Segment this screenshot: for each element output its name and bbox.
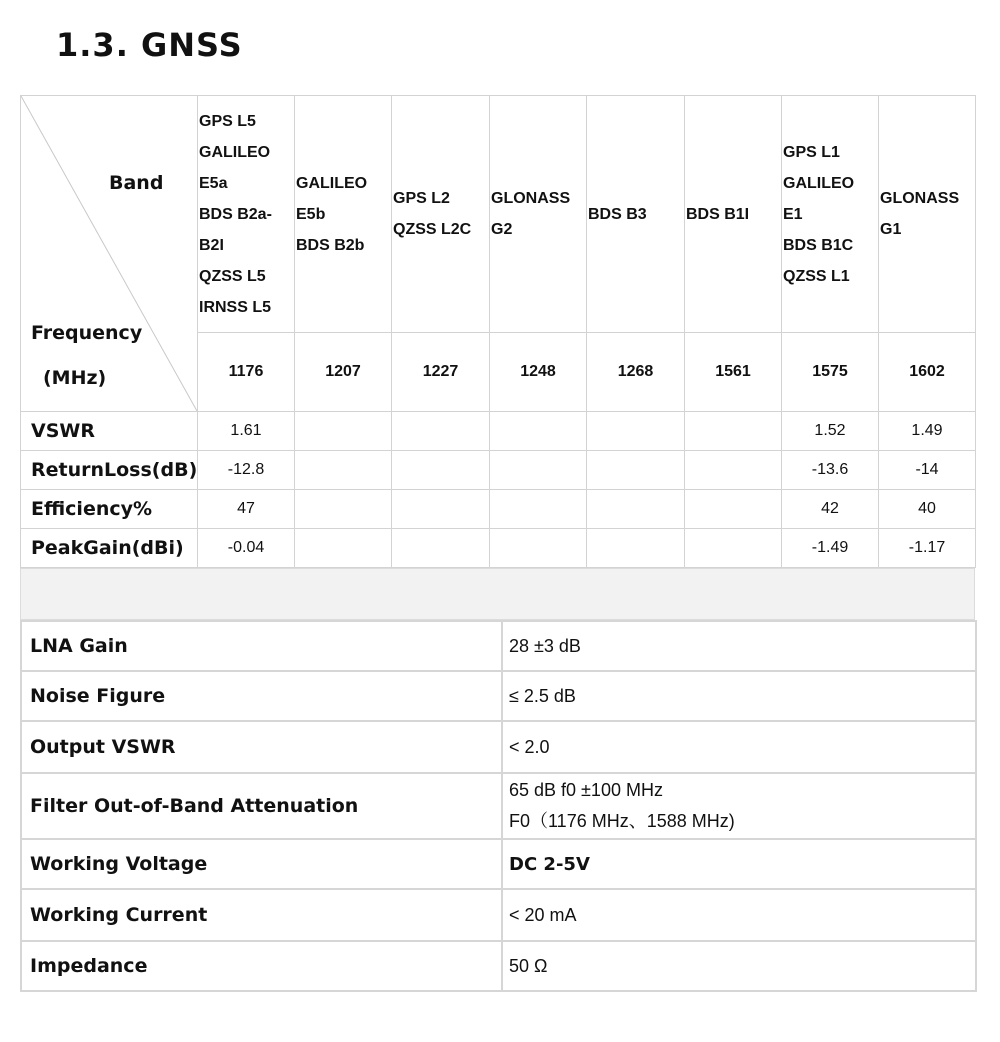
table-separator-bar	[20, 568, 975, 620]
band-name-line: G2	[491, 221, 513, 238]
band-name-line: QZSS L1	[783, 267, 850, 285]
band-name-line: G1	[880, 221, 902, 238]
measurement-value	[587, 490, 685, 529]
measurement-label: PeakGain(dBi)	[21, 529, 198, 568]
spec-value-line: 28 ±3 dB	[509, 635, 581, 656]
measurement-value: 1.52	[782, 412, 879, 451]
measurement-value	[490, 451, 587, 490]
band-performance-table	[20, 95, 976, 568]
measurement-value: 47	[198, 490, 295, 529]
diagonal-divider	[21, 96, 197, 411]
band-name-line: E5b	[296, 205, 326, 223]
measurement-value	[685, 451, 782, 490]
band-name-line: GALILEO	[783, 174, 855, 192]
measurement-value	[392, 490, 490, 529]
band-header-cell	[295, 96, 392, 333]
measurement-value	[295, 490, 392, 529]
spec-value-line: DC 2-5V	[509, 853, 590, 875]
measurement-value: -13.6	[782, 451, 879, 490]
lna-spec-table	[20, 620, 977, 992]
spec-value	[502, 889, 976, 941]
band-name-line: GPS L2	[393, 190, 450, 207]
band-name-line: IRNSS L5	[199, 298, 272, 316]
spec-row	[21, 773, 976, 839]
frequency-value: 1248	[490, 333, 587, 412]
spec-value	[502, 621, 976, 671]
spec-value-line: < 20 mA	[509, 904, 577, 925]
frequency-value: 1575	[782, 333, 879, 412]
spec-value-line: < 2.0	[509, 736, 550, 757]
frequency-value: 1227	[392, 333, 490, 412]
spec-row	[21, 941, 976, 991]
measurement-value	[392, 412, 490, 451]
band-name-line: E5a	[199, 174, 228, 192]
measurement-value	[490, 412, 587, 451]
frequency-value: 1561	[685, 333, 782, 412]
spec-value	[502, 941, 976, 991]
spec-value-line: 65 dB f0 ±100 MHz	[509, 780, 663, 800]
measurement-value	[490, 490, 587, 529]
measurement-value	[490, 529, 587, 568]
measurement-value: -1.49	[782, 529, 879, 568]
frequency-value: 1268	[587, 333, 685, 412]
band-header-cell	[782, 96, 879, 333]
spec-row	[21, 621, 976, 671]
spec-row	[21, 671, 976, 721]
spec-rows	[21, 621, 976, 991]
measurement-value: 42	[782, 490, 879, 529]
band-name-line: GLONASS	[491, 190, 571, 207]
measurement-row	[21, 490, 976, 529]
band-name-line: BDS B3	[588, 205, 647, 223]
measurement-row	[21, 529, 976, 568]
band-name-line: GALILEO	[296, 174, 368, 192]
band-header-cell	[392, 96, 490, 333]
frequency-unit-label: (MHz)	[43, 367, 107, 389]
measurement-value: -0.04	[198, 529, 295, 568]
band-header-cell	[490, 96, 587, 333]
spec-row	[21, 889, 976, 941]
band-name-line: BDS B1I	[686, 205, 750, 223]
measurement-value	[685, 412, 782, 451]
measurement-value: -12.8	[198, 451, 295, 490]
spec-label: LNA Gain	[21, 621, 502, 671]
measurement-label: Efficiency%	[21, 490, 198, 529]
frequency-axis-label: Frequency	[31, 322, 143, 344]
measurement-value	[587, 412, 685, 451]
measurement-label: ReturnLoss(dB)	[21, 451, 198, 490]
measurement-row	[21, 451, 976, 490]
measurement-value	[685, 529, 782, 568]
measurement-value: -14	[879, 451, 976, 490]
band-axis-label: Band	[109, 172, 164, 194]
band-name-line: BDS B1C	[783, 236, 854, 254]
measurement-value	[685, 490, 782, 529]
measurement-value: 1.49	[879, 412, 976, 451]
measurement-value	[295, 451, 392, 490]
band-name-line: GALILEO	[199, 143, 271, 161]
spec-value-line: ≤ 2.5 dB	[509, 685, 576, 706]
measurement-value: -1.17	[879, 529, 976, 568]
measurement-row	[21, 412, 976, 451]
measurement-value: 1.61	[198, 412, 295, 451]
section-title: 1.3. GNSS	[56, 26, 243, 64]
spec-label: Filter Out-of-Band Attenuation	[21, 773, 502, 839]
spec-label: Working Current	[21, 889, 502, 941]
measurement-value	[587, 451, 685, 490]
band-name-line: B2I	[199, 236, 224, 254]
band-name-line: BDS B2b	[296, 236, 365, 254]
band-header-row	[21, 96, 976, 333]
spec-label: Noise Figure	[21, 671, 502, 721]
spec-value-line: F0（1176 MHz、1588 MHz)	[509, 811, 735, 831]
band-name-line: GLONASS	[880, 190, 960, 207]
band-name-line: GPS L5	[199, 112, 256, 130]
frequency-value: 1176	[198, 333, 295, 412]
spec-label: Impedance	[21, 941, 502, 991]
measurement-value: 40	[879, 490, 976, 529]
band-name-line: QZSS L2C	[393, 221, 472, 238]
band-header-cell	[587, 96, 685, 333]
band-header-cell	[879, 96, 976, 333]
measurement-value	[295, 529, 392, 568]
spec-label: Output VSWR	[21, 721, 502, 773]
spec-value-line: 50 Ω	[509, 955, 548, 976]
band-name-line: QZSS L5	[199, 267, 266, 285]
band-name-line: GPS L1	[783, 143, 840, 161]
frequency-value: 1602	[879, 333, 976, 412]
spec-row	[21, 721, 976, 773]
spec-label: Working Voltage	[21, 839, 502, 889]
band-header-cell	[198, 96, 295, 333]
measurement-value	[392, 529, 490, 568]
band-header-cell	[685, 96, 782, 333]
spec-value	[502, 773, 976, 839]
measurement-value	[295, 412, 392, 451]
band-name-line: BDS B2a-	[199, 205, 272, 223]
spec-value	[502, 671, 976, 721]
measurement-value	[392, 451, 490, 490]
spec-value	[502, 839, 976, 889]
spec-value	[502, 721, 976, 773]
corner-header-cell	[21, 96, 198, 412]
band-name-line: E1	[783, 205, 803, 223]
measurement-label: VSWR	[21, 412, 198, 451]
frequency-value: 1207	[295, 333, 392, 412]
spec-row	[21, 839, 976, 889]
measurement-value	[587, 529, 685, 568]
